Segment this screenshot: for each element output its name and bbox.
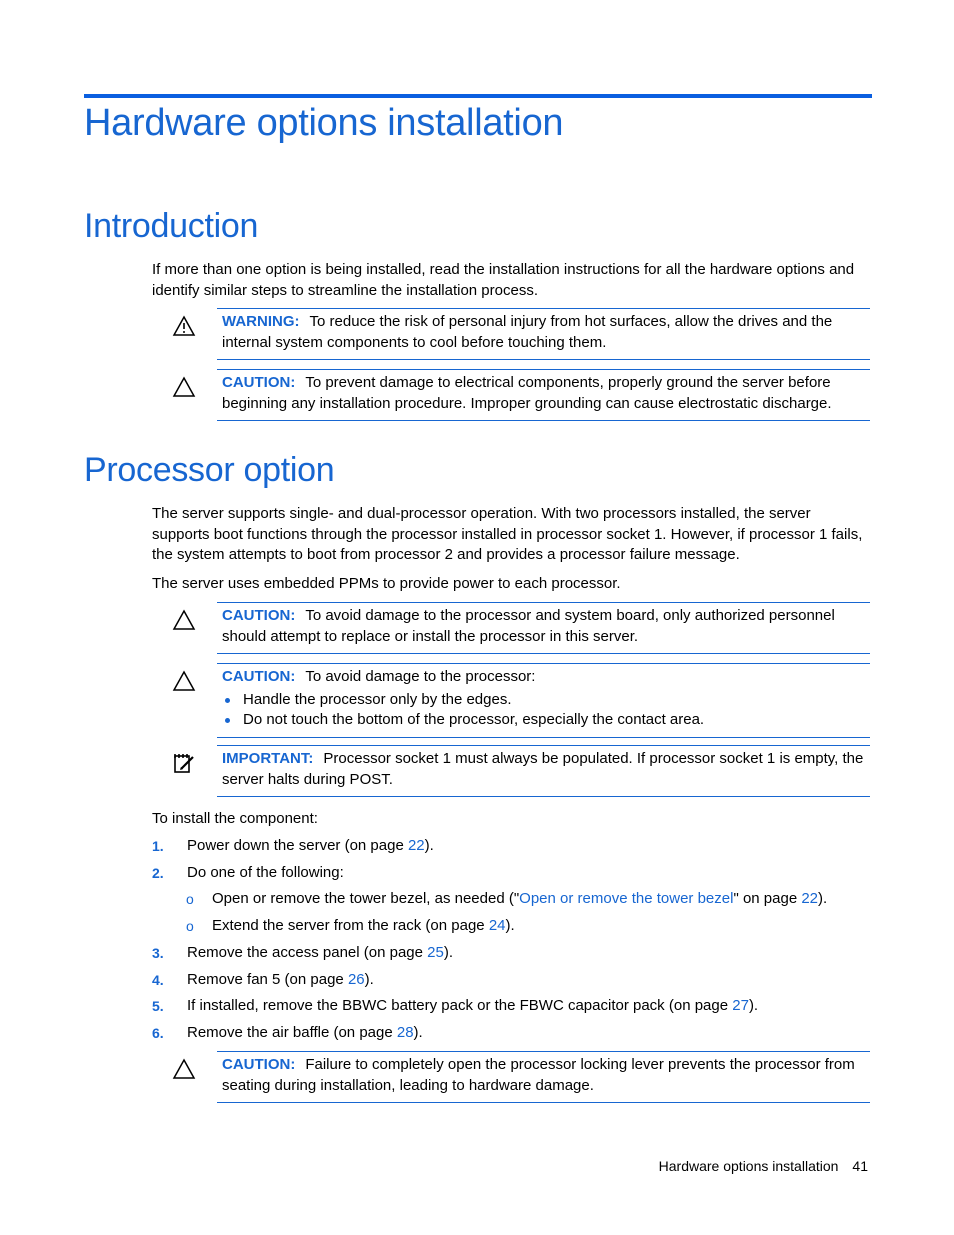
chapter-title: Hardware options installation [84, 102, 564, 144]
caution-text: To avoid damage to the processor and system board, only authorized personnel should attempt to replace or install the processor in this server. [222, 607, 835, 645]
important-icon [172, 752, 196, 774]
substep-bullet: o [186, 918, 194, 934]
caution-text: To prevent damage to electrical components, properly ground the server before beginning any installation procedure. Improper grounding can cause electrostatic discharge. [222, 374, 832, 412]
page-link[interactable]: 27 [732, 997, 749, 1014]
document-page: Hardware options installation Introduction If more than one option is being installed, read the installation instructions for all the hardware options and identify similar steps to streamline the installation process. WARNING: To reduce the risk of personal injury from hot surfaces, allow the drives and the internal system components to cool before touching them. CAUTION: To prevent damage to electrical components, properly ground the server before beginning any installation procedure. Improper grounding can cause electrostatic discharge. Processor option The server supports single- and dual-processor operation. With two processors installed, the server supports boot functions through the processor installed in processor socket 1. However, if processor 1 fails, the system attempts to boot from processor 2 and provides a processor failure message. The server uses embedded PPMs to provide power to each processor. CAUTION: To avoid damage to the processor and system board, only authorized personnel should attempt to replace or install the processor in this server. CAUTION: To avoid damage to the processor: Handle the processor only by the edges. Do not touch the bottom of the processor, especially the contact area. IMPORTANT: Processor socket 1 must always be populated. If processor socket 1 is empty, the server halts during POST. To install the component: 1. Power down the server (on page 22). 2. Do one of the following: o Open or remove the tower bezel, as needed ("Open or remove the tower bezel" on page 22). o Extend the server from the rack (on page 24). 3. Remove the access panel (on page 25). 4. Remove fan 5 (on page 26). 5. If installed, remove the BBWC battery pack or the FBWC capacitor pack (on page 27). 6. Remove the air baffle (on page 28). CAUTION: Failure to completely open the processor locking lever prevents the processor from seating during installation, leading to hardware damage. Hardware options installation 41 [0, 0, 954, 1235]
list-item: Do not touch the bottom of the processor, especially the contact area. [222, 710, 868, 731]
page-link[interactable]: 24 [488, 917, 506, 934]
caution-icon [172, 376, 196, 398]
substep-bullet: o [186, 891, 194, 907]
page-link[interactable]: 22 [801, 890, 819, 907]
processor-paragraph-1: The server supports single- and dual-processor operation. With two processors installed, the server supports boot functions through the processor installed in processor socket 1. However, if processor 1 fails, the system attempts to boot from processor 2 and provides a processor failure message. [152, 505, 863, 563]
page-link[interactable]: 22 [407, 837, 425, 854]
caution-label: CAUTION: [222, 607, 296, 624]
install-intro: To install the component: [152, 810, 318, 827]
caution-label: CAUTION: [222, 668, 296, 685]
important-label: IMPORTANT: [222, 750, 314, 767]
caution-text: Failure to completely open the processor locking lever prevents the processor from seating during installation, leading to hardware damage. [222, 1056, 855, 1094]
caution-label: CAUTION: [222, 1056, 296, 1073]
warning-icon [172, 315, 196, 337]
page-number: 41 [852, 1158, 868, 1174]
chapter-rule [84, 94, 872, 98]
intro-paragraph: If more than one option is being installed, read the installation instructions for all the hardware options and identify similar steps to streamline the installation process. [152, 261, 855, 299]
page-link[interactable]: 25 [427, 944, 444, 961]
caution-bullet-list [222, 690, 868, 731]
page-link[interactable]: 26 [347, 971, 365, 988]
caution-notice-2 [217, 663, 870, 738]
bullet-icon [225, 698, 230, 703]
caution-icon [172, 609, 196, 631]
caution-notice [217, 369, 870, 421]
list-item: Handle the processor only by the edges. [222, 690, 868, 711]
page-footer [659, 1158, 868, 1174]
processor-heading: Processor option [84, 451, 335, 489]
warning-text: To reduce the risk of personal injury from hot surfaces, allow the drives and the internal system components to cool before touching them. [222, 313, 833, 351]
page-link[interactable]: 28 [396, 1024, 414, 1041]
warning-notice [217, 308, 870, 360]
caution-notice-3 [217, 1051, 870, 1103]
caution-icon [172, 1058, 196, 1080]
caution-notice-1 [217, 602, 870, 654]
caution-text: To avoid damage to the processor: [305, 668, 536, 685]
footer-title: Hardware options installation [658, 1158, 839, 1174]
important-notice [217, 745, 870, 797]
caution-icon [172, 670, 196, 692]
processor-paragraph-2: The server uses embedded PPMs to provide power to each processor. [152, 575, 621, 592]
bullet-icon [225, 718, 230, 723]
important-text: Processor socket 1 must always be populated. If processor socket 1 is empty, the server halts during POST. [222, 750, 864, 788]
tower-bezel-link[interactable]: Open or remove the tower bezel [519, 890, 734, 907]
warning-label: WARNING: [222, 313, 300, 330]
caution-label: CAUTION: [222, 374, 296, 391]
intro-heading: Introduction [84, 207, 259, 245]
